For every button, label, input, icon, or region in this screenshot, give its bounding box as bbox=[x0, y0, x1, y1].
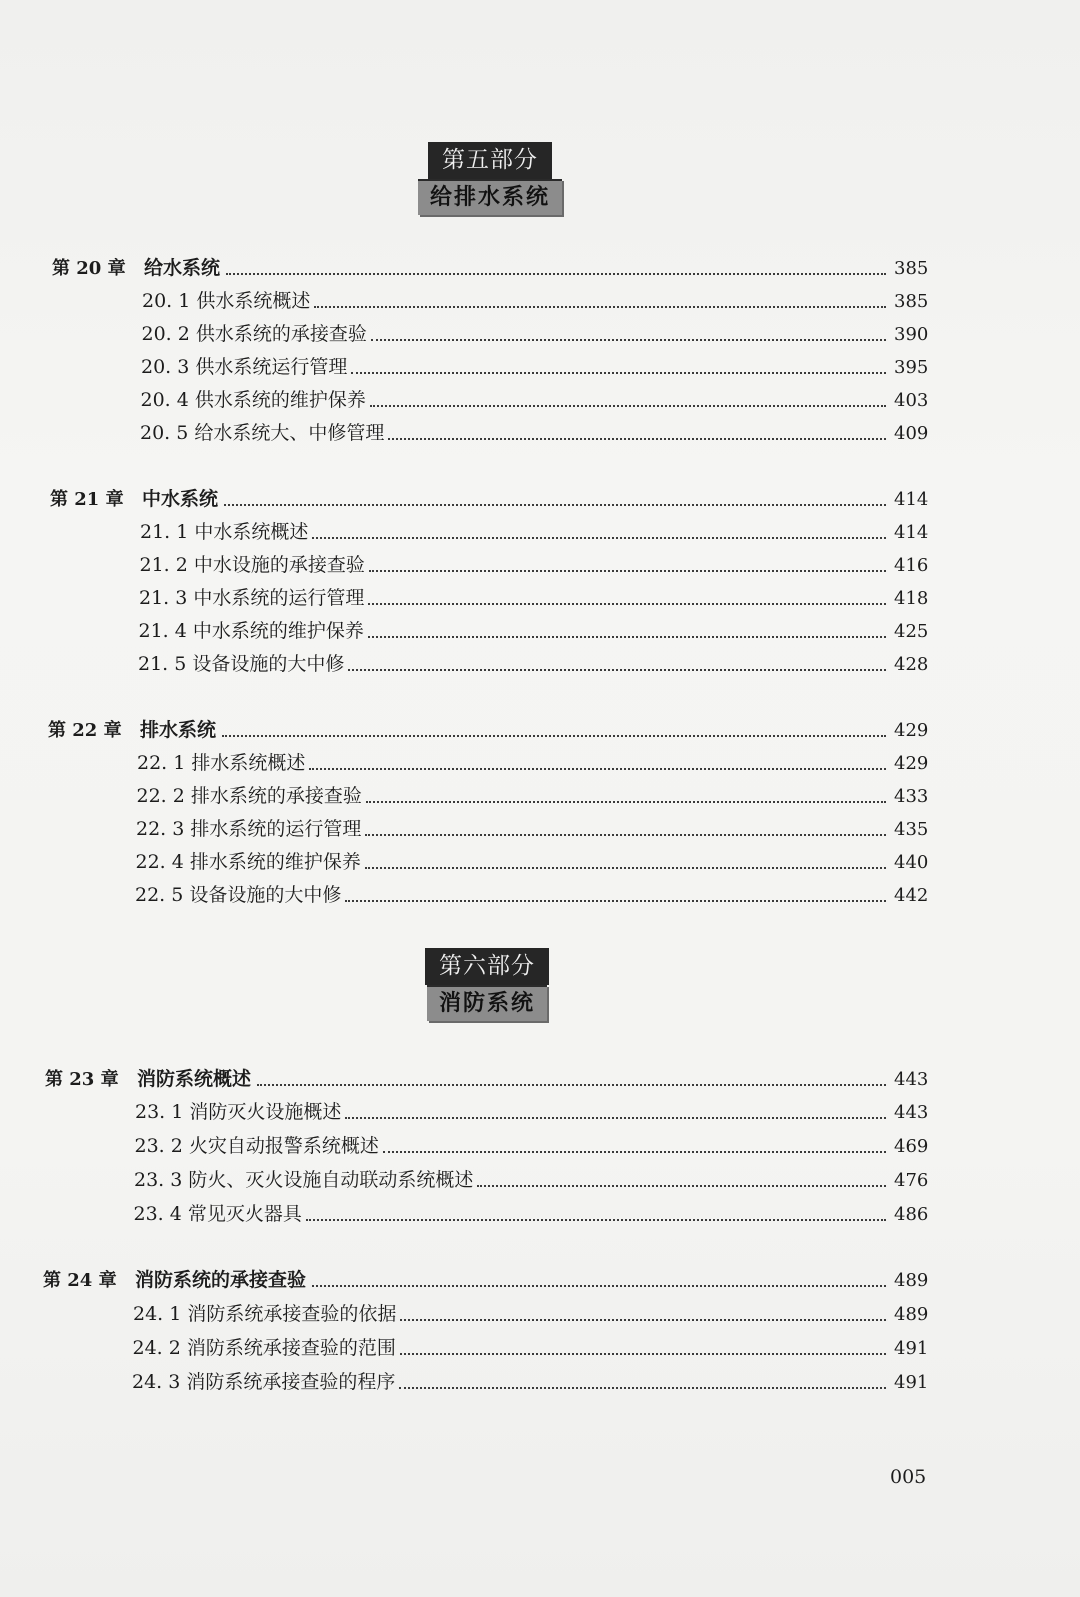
toc-section-row[interactable] bbox=[140, 420, 928, 446]
toc-section-row[interactable] bbox=[139, 585, 928, 611]
section-title: 22. 3 排水系统的运行管理 bbox=[136, 818, 362, 840]
dot-leader bbox=[368, 635, 886, 638]
section-page-number: 429 bbox=[894, 753, 929, 774]
section-title: 20. 5 给水系统大、中修管理 bbox=[140, 422, 385, 444]
section-title: 21. 1 中水系统概述 bbox=[140, 521, 309, 543]
section-title: 23. 2 火灾自动报警系统概述 bbox=[134, 1135, 379, 1157]
toc-section-row[interactable] bbox=[134, 1167, 928, 1193]
section-title: 24. 3 消防系统承接查验的程序 bbox=[132, 1371, 396, 1393]
toc-section-row[interactable] bbox=[133, 1301, 928, 1327]
chapter-label: 第 20 章 bbox=[52, 258, 126, 279]
chapter-page-number: 489 bbox=[894, 1270, 929, 1291]
chapter-title: 消防系统概述 bbox=[137, 1068, 252, 1090]
section-title: 22. 2 排水系统的承接查验 bbox=[136, 785, 362, 807]
part-number: 第五部分 bbox=[428, 142, 552, 179]
dot-leader bbox=[369, 569, 886, 572]
section-page-number: 491 bbox=[894, 1338, 929, 1359]
section-title: 24. 1 消防系统承接查验的依据 bbox=[133, 1303, 397, 1325]
section-page-number: 433 bbox=[894, 786, 929, 807]
chapter-label: 第 22 章 bbox=[48, 720, 122, 741]
dot-leader bbox=[345, 899, 886, 902]
section-page-number: 491 bbox=[894, 1372, 929, 1393]
dot-leader bbox=[306, 1218, 886, 1221]
section-title: 23. 4 常见灭火器具 bbox=[133, 1203, 302, 1225]
toc-chapter-row[interactable] bbox=[45, 1066, 928, 1092]
dot-leader bbox=[351, 371, 886, 374]
section-page-number: 435 bbox=[894, 819, 929, 840]
section-page-number: 418 bbox=[894, 588, 929, 609]
dot-leader bbox=[257, 1083, 886, 1086]
chapter-title: 给水系统 bbox=[144, 257, 221, 279]
section-title: 20. 3 供水系统运行管理 bbox=[141, 356, 348, 378]
section-page-number: 476 bbox=[894, 1170, 929, 1191]
section-page-number: 414 bbox=[894, 522, 929, 543]
toc-chapter-row[interactable] bbox=[52, 255, 928, 281]
chapter-label: 第 21 章 bbox=[50, 489, 124, 510]
section-page-number: 443 bbox=[894, 1102, 929, 1123]
dot-leader bbox=[309, 767, 886, 770]
dot-leader bbox=[312, 1284, 886, 1287]
section-title: 23. 3 防火、灭火设施自动联动系统概述 bbox=[134, 1169, 474, 1191]
dot-leader bbox=[477, 1184, 886, 1187]
page-number: 005 bbox=[890, 1466, 927, 1488]
toc-section-row[interactable] bbox=[137, 750, 928, 776]
dot-leader bbox=[368, 602, 886, 605]
section-title: 20. 1 供水系统概述 bbox=[142, 290, 311, 312]
toc-section-row[interactable] bbox=[132, 1369, 928, 1395]
section-page-number: 489 bbox=[894, 1304, 929, 1325]
dot-leader bbox=[348, 668, 886, 671]
section-page-number: 403 bbox=[894, 390, 929, 411]
toc-section-row[interactable] bbox=[140, 552, 929, 578]
section-page-number: 390 bbox=[894, 324, 929, 345]
part-title: 消防系统 bbox=[427, 985, 547, 1021]
toc-section-row[interactable] bbox=[138, 651, 928, 677]
section-title: 20. 2 供水系统的承接查验 bbox=[141, 323, 367, 345]
dot-leader bbox=[345, 1116, 886, 1119]
dot-leader bbox=[312, 536, 886, 539]
section-page-number: 486 bbox=[894, 1204, 929, 1225]
dot-leader bbox=[226, 272, 886, 275]
dot-leader bbox=[365, 833, 886, 836]
section-title: 22. 5 设备设施的大中修 bbox=[135, 884, 342, 906]
chapter-title: 消防系统的承接查验 bbox=[135, 1269, 307, 1291]
toc-section-row[interactable] bbox=[133, 1335, 929, 1361]
chapter-page-number: 414 bbox=[894, 489, 929, 510]
chapter-title: 排水系统 bbox=[140, 719, 217, 741]
dot-leader bbox=[388, 437, 886, 440]
toc-section-row[interactable] bbox=[135, 1099, 928, 1125]
dot-leader bbox=[399, 1386, 886, 1389]
toc-section-row[interactable] bbox=[139, 618, 929, 644]
toc-section-row[interactable] bbox=[142, 288, 928, 314]
section-page-number: 428 bbox=[894, 654, 929, 675]
section-title: 21. 5 设备设施的大中修 bbox=[138, 653, 345, 675]
toc-section-row[interactable] bbox=[136, 849, 929, 875]
chapter-page-number: 443 bbox=[894, 1069, 929, 1090]
part-number: 第六部分 bbox=[425, 948, 549, 985]
chapter-label: 第 23 章 bbox=[45, 1069, 119, 1090]
section-page-number: 409 bbox=[894, 423, 929, 444]
toc-section-row[interactable] bbox=[141, 354, 928, 380]
section-title: 22. 4 排水系统的维护保养 bbox=[135, 851, 361, 873]
section-title: 21. 3 中水系统的运行管理 bbox=[139, 587, 365, 609]
section-page-number: 440 bbox=[894, 852, 929, 873]
dot-leader bbox=[366, 800, 886, 803]
section-page-number: 469 bbox=[894, 1136, 929, 1157]
toc-section-row[interactable] bbox=[135, 882, 928, 908]
section-title: 21. 2 中水设施的承接查验 bbox=[139, 554, 365, 576]
chapter-title: 中水系统 bbox=[142, 488, 219, 510]
chapter-page-number: 385 bbox=[894, 258, 929, 279]
dot-leader bbox=[371, 338, 886, 341]
dot-leader bbox=[314, 305, 886, 308]
dot-leader bbox=[222, 734, 886, 737]
toc-section-row[interactable] bbox=[134, 1201, 929, 1227]
section-page-number: 442 bbox=[894, 885, 929, 906]
section-page-number: 395 bbox=[894, 357, 929, 378]
section-page-number: 385 bbox=[894, 291, 929, 312]
toc-chapter-row[interactable] bbox=[43, 1267, 928, 1293]
toc-section-row[interactable] bbox=[136, 816, 928, 842]
chapter-label: 第 24 章 bbox=[43, 1270, 117, 1291]
toc-section-row[interactable] bbox=[137, 783, 929, 809]
toc-section-row[interactable] bbox=[141, 387, 929, 413]
dot-leader bbox=[365, 866, 886, 869]
dot-leader bbox=[383, 1150, 886, 1153]
chapter-page-number: 429 bbox=[894, 720, 929, 741]
dot-leader bbox=[224, 503, 886, 506]
dot-leader bbox=[370, 404, 886, 407]
toc-section-row[interactable] bbox=[142, 321, 929, 347]
section-page-number: 416 bbox=[894, 555, 929, 576]
toc-section-row[interactable] bbox=[135, 1133, 929, 1159]
section-title: 24. 2 消防系统承接查验的范围 bbox=[132, 1337, 396, 1359]
part-title: 给排水系统 bbox=[418, 179, 562, 215]
section-title: 23. 1 消防灭火设施概述 bbox=[135, 1101, 342, 1123]
dot-leader bbox=[400, 1318, 886, 1321]
toc-chapter-row[interactable] bbox=[48, 717, 928, 743]
dot-leader bbox=[400, 1352, 886, 1355]
part-header bbox=[418, 142, 562, 215]
section-page-number: 425 bbox=[894, 621, 929, 642]
toc-section-row[interactable] bbox=[140, 519, 928, 545]
toc-chapter-row[interactable] bbox=[50, 486, 928, 512]
section-title: 20. 4 供水系统的维护保养 bbox=[140, 389, 366, 411]
section-title: 22. 1 排水系统概述 bbox=[137, 752, 306, 774]
part-header bbox=[425, 948, 549, 1021]
section-title: 21. 4 中水系统的维护保养 bbox=[138, 620, 364, 642]
